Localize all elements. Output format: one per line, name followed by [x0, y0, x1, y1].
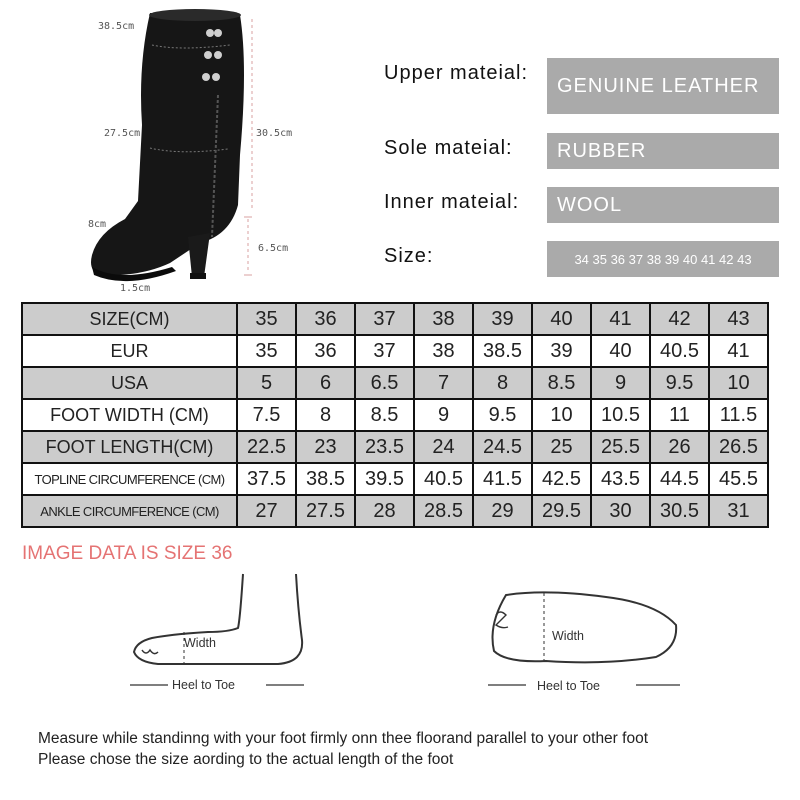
table-cell: 25 — [532, 431, 591, 463]
sole-material-label: Sole mateial: — [384, 137, 513, 159]
image-size-note: IMAGE DATA IS SIZE 36 — [22, 543, 233, 564]
dim-calf-circumference: 27.5cm — [104, 128, 141, 139]
table-cell: 5 — [237, 367, 296, 399]
table-cell: 8.5 — [532, 367, 591, 399]
table-cell: 6.5 — [355, 367, 414, 399]
table-cell: 8.5 — [355, 399, 414, 431]
table-cell: 26 — [650, 431, 709, 463]
dim-shaft-height: 30.5cm — [256, 128, 293, 139]
table-cell: 42 — [650, 303, 709, 335]
dim-heel-height: 6.5cm — [258, 243, 289, 254]
table-cell: 10 — [532, 399, 591, 431]
table-cell: 9 — [591, 367, 650, 399]
table-cell: 45.5 — [709, 463, 768, 495]
foot-side-width-label: Width — [184, 636, 216, 650]
table-cell: 8 — [296, 399, 355, 431]
table-cell: 36 — [296, 303, 355, 335]
table-cell: 25.5 — [591, 431, 650, 463]
table-row — [22, 431, 768, 463]
foot-sole-diagram — [486, 585, 682, 700]
table-cell: 40 — [532, 303, 591, 335]
dim-top-circumference: 38.5cm — [98, 21, 135, 32]
table-cell: 39.5 — [355, 463, 414, 495]
table-cell: 24 — [414, 431, 473, 463]
table-cell: 8 — [473, 367, 532, 399]
table-cell: 29 — [473, 495, 532, 527]
table-row — [22, 399, 768, 431]
table-cell: 38 — [414, 303, 473, 335]
table-cell: 40.5 — [414, 463, 473, 495]
table-cell: 37.5 — [237, 463, 296, 495]
table-cell: 42.5 — [532, 463, 591, 495]
table-cell: 38 — [414, 335, 473, 367]
table-cell: 31 — [709, 495, 768, 527]
table-cell: 43.5 — [591, 463, 650, 495]
inner-material-label: Inner mateial: — [384, 191, 520, 213]
instruction-line-2: Please chose the size aording to the actual length of the foot — [38, 751, 454, 768]
table-cell: 41 — [591, 303, 650, 335]
table-cell: 39 — [532, 335, 591, 367]
boot-illustration — [80, 5, 320, 297]
table-cell: 10.5 — [591, 399, 650, 431]
table-cell: 41.5 — [473, 463, 532, 495]
table-cell: 10 — [709, 367, 768, 399]
upper-material-value: GENUINE LEATHER — [547, 58, 779, 114]
table-cell: 28 — [355, 495, 414, 527]
table-cell: 35 — [237, 335, 296, 367]
table-cell: 7 — [414, 367, 473, 399]
table-cell: 26.5 — [709, 431, 768, 463]
table-cell: 9 — [414, 399, 473, 431]
table-cell: 30.5 — [650, 495, 709, 527]
row-header: FOOT WIDTH (CM) — [22, 399, 237, 431]
table-cell: 23.5 — [355, 431, 414, 463]
table-cell: 6 — [296, 367, 355, 399]
dim-platform: 1.5cm — [120, 283, 151, 294]
table-cell: 39 — [473, 303, 532, 335]
table-cell: 44.5 — [650, 463, 709, 495]
sole-material-value: RUBBER — [547, 133, 779, 169]
row-header: USA — [22, 367, 237, 399]
row-header: SIZE(CM) — [22, 303, 237, 335]
foot-side-length-label: Heel to Toe — [172, 678, 236, 692]
table-cell: 38.5 — [296, 463, 355, 495]
table-cell: 7.5 — [237, 399, 296, 431]
table-cell: 27 — [237, 495, 296, 527]
table-cell: 11.5 — [709, 399, 768, 431]
dim-ankle: 8cm — [88, 219, 107, 230]
instruction-line-1: Measure while standinng with your foot firmly onn thee floorand parallel to your other foot — [38, 730, 649, 747]
size-chart-table — [21, 302, 769, 528]
row-header: TOPLINE CIRCUMFERENCE (CM) — [22, 463, 237, 495]
table-cell: 37 — [355, 303, 414, 335]
table-cell: 40 — [591, 335, 650, 367]
table-row — [22, 463, 768, 495]
table-cell: 9.5 — [473, 399, 532, 431]
table-row — [22, 367, 768, 399]
table-cell: 37 — [355, 335, 414, 367]
table-cell: 23 — [296, 431, 355, 463]
row-header: FOOT LENGTH(CM) — [22, 431, 237, 463]
size-label: Size: — [384, 245, 434, 267]
size-range-value: 34 35 36 37 38 39 40 41 42 43 — [547, 241, 779, 277]
row-header: ANKLE CIRCUMFERENCE (CM) — [22, 495, 237, 527]
table-cell: 38.5 — [473, 335, 532, 367]
foot-sole-length-label: Heel to Toe — [537, 679, 601, 693]
row-header: EUR — [22, 335, 237, 367]
table-row — [22, 303, 768, 335]
table-cell: 24.5 — [473, 431, 532, 463]
table-row — [22, 495, 768, 527]
table-cell: 29.5 — [532, 495, 591, 527]
inner-material-value: WOOL — [547, 187, 779, 223]
table-cell: 27.5 — [296, 495, 355, 527]
table-cell: 30 — [591, 495, 650, 527]
table-cell: 36 — [296, 335, 355, 367]
table-cell: 43 — [709, 303, 768, 335]
table-cell: 22.5 — [237, 431, 296, 463]
table-cell: 11 — [650, 399, 709, 431]
table-cell: 9.5 — [650, 367, 709, 399]
table-cell: 40.5 — [650, 335, 709, 367]
table-cell: 35 — [237, 303, 296, 335]
table-cell: 41 — [709, 335, 768, 367]
foot-side-diagram — [128, 570, 308, 700]
upper-material-label: Upper mateial: — [384, 62, 529, 84]
table-cell: 28.5 — [414, 495, 473, 527]
table-row — [22, 335, 768, 367]
foot-sole-width-label: Width — [552, 629, 584, 643]
